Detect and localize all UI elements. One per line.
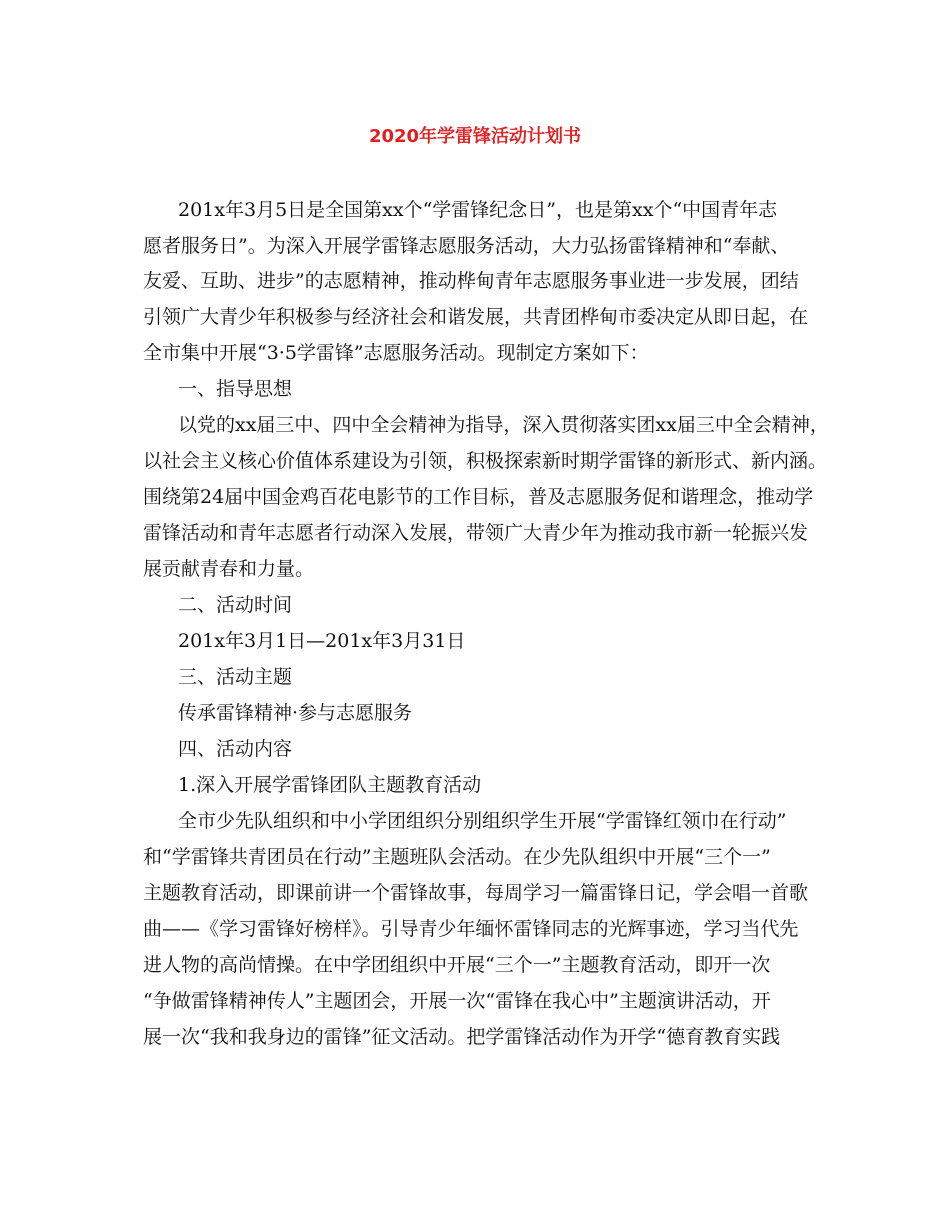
paragraph-line: 围绕第24届中国金鸡百花电影节的工作目标，普及志愿服务促和谐理念，推动学 <box>143 486 814 508</box>
paragraph-line: 传承雷锋精神·参与志愿服务 <box>178 702 413 724</box>
paragraph-line: 引领广大青少年积极参与经济社会和谐发展，共青团桦甸市委决定从即日起，在 <box>143 306 809 328</box>
paragraph-line: 201x年3月5日是全国第xx个“学雷锋纪念日”，也是第xx个“中国青年志 <box>178 199 778 221</box>
document-title: 2020年学雷锋活动计划书 <box>368 126 582 147</box>
paragraph-line: 进人物的高尚情操。在中学团组织中开展“三个一”主题教育活动，即开一次 <box>143 954 771 976</box>
subsection-heading: 1.深入开展学雷锋团队主题教育活动 <box>178 774 482 796</box>
paragraph-line: 曲——《学习雷锋好榜样》。引导青少年缅怀雷锋同志的光辉事迹，学习当代先 <box>143 918 799 940</box>
paragraph-line: 201x年3月1日—201x年3月31日 <box>178 630 466 652</box>
section-heading: 二、活动时间 <box>178 594 293 616</box>
paragraph-line: 和“学雷锋共青团员在行动”主题班队会活动。在少先队组织中开展“三个一” <box>143 846 771 868</box>
paragraph-line: 展一次“我和我身边的雷锋”征文活动。把学雷锋活动作为开学“德育教育实践 <box>143 1026 781 1048</box>
section-heading: 一、指导思想 <box>178 378 293 400</box>
paragraph-line: 友爱、互助、进步”的志愿精神，推动桦甸青年志愿服务事业进一步发展，团结 <box>143 270 799 292</box>
paragraph-line: 以社会主义核心价值体系建设为引领，积极探索新时期学雷锋的新形式、新内涵。 <box>143 450 828 472</box>
paragraph-line: 雷锋活动和青年志愿者行动深入发展，带领广大青少年为推动我市新一轮振兴发 <box>143 522 809 544</box>
paragraph-line: 展贡献青春和力量。 <box>143 558 315 580</box>
section-heading: 四、活动内容 <box>178 738 293 760</box>
paragraph-line: 主题教育活动，即课前讲一个雷锋故事，每周学习一篇雷锋日记，学会唱一首歌 <box>143 882 809 904</box>
section-heading: 三、活动主题 <box>178 666 293 688</box>
paragraph-line: 愿者服务日”。为深入开展学雷锋志愿服务活动，大力弘扬雷锋精神和“奉献、 <box>143 235 790 257</box>
paragraph-line: “争做雷锋精神传人”主题团会，开展一次“雷锋在我心中”主题演讲活动，开 <box>143 990 771 1012</box>
paragraph-line: 全市集中开展“3·5学雷锋”志愿服务活动。现制定方案如下： <box>143 342 649 364</box>
paragraph-line: 以党的xx届三中、四中全会精神为指导，深入贯彻落实团xx届三中全会精神， <box>178 414 829 436</box>
paragraph-line: 全市少先队组织和中小学团组织分别组织学生开展“学雷锋红领巾在行动” <box>178 810 787 832</box>
